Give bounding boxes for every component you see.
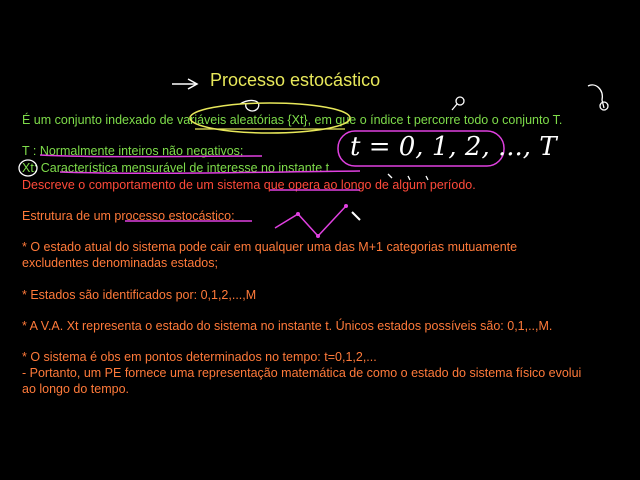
handwritten-t-values: t = 0, 1, 2, ..., T: [350, 132, 557, 162]
arrow-icon: [172, 79, 197, 89]
squiggle-icon: [588, 85, 608, 110]
underline-t-line: [40, 155, 262, 157]
bullet-5-line-1: - Portanto, um PE fornece uma representação matemática de como o estado do sistema físico evolui: [22, 366, 582, 380]
line-t: T : Normalmente inteiros não negativos;: [22, 144, 244, 158]
structure-heading: Estrutura de um processo estocástico:: [22, 209, 235, 223]
bullet-4: * O sistema é obs em pontos determinados no tempo: t=0,1,2,...: [22, 350, 377, 364]
definition-text: É um conjunto indexado de variáveis aleatórias {Xt}, em que o índice t percorre todo o conjunto T.: [22, 113, 563, 127]
swirl-icon: [240, 97, 464, 111]
bullet-1-line-1: * O estado atual do sistema pode cair em qualquer uma das M+1 categorias mutuamente: [22, 240, 518, 254]
line-describe: Descreve o comportamento de um sistema que opera ao longo de algum período.: [22, 178, 476, 192]
bullet-3: * A V.A. Xt representa o estado do sistema no instante t. Únicos estados possíveis são: 0,1,..,M.: [22, 319, 553, 333]
underline-xt-line: [60, 171, 360, 173]
bullet-5-line-2: ao longo do tempo.: [22, 382, 130, 396]
bullet-1-line-2: excludentes denominadas estados;: [22, 256, 218, 270]
tick-mark: [352, 212, 360, 220]
zigzag-plot: [275, 206, 346, 236]
page-title: Processo estocástico: [210, 70, 381, 90]
line-xt: Xt: Característica mensurável de interesse no instante t.: [22, 161, 333, 175]
handwriting-marks: [388, 174, 428, 180]
circle-xt: [19, 160, 37, 176]
bullet-2: * Estados são identificados por: 0,1,2,...,M: [22, 288, 257, 302]
